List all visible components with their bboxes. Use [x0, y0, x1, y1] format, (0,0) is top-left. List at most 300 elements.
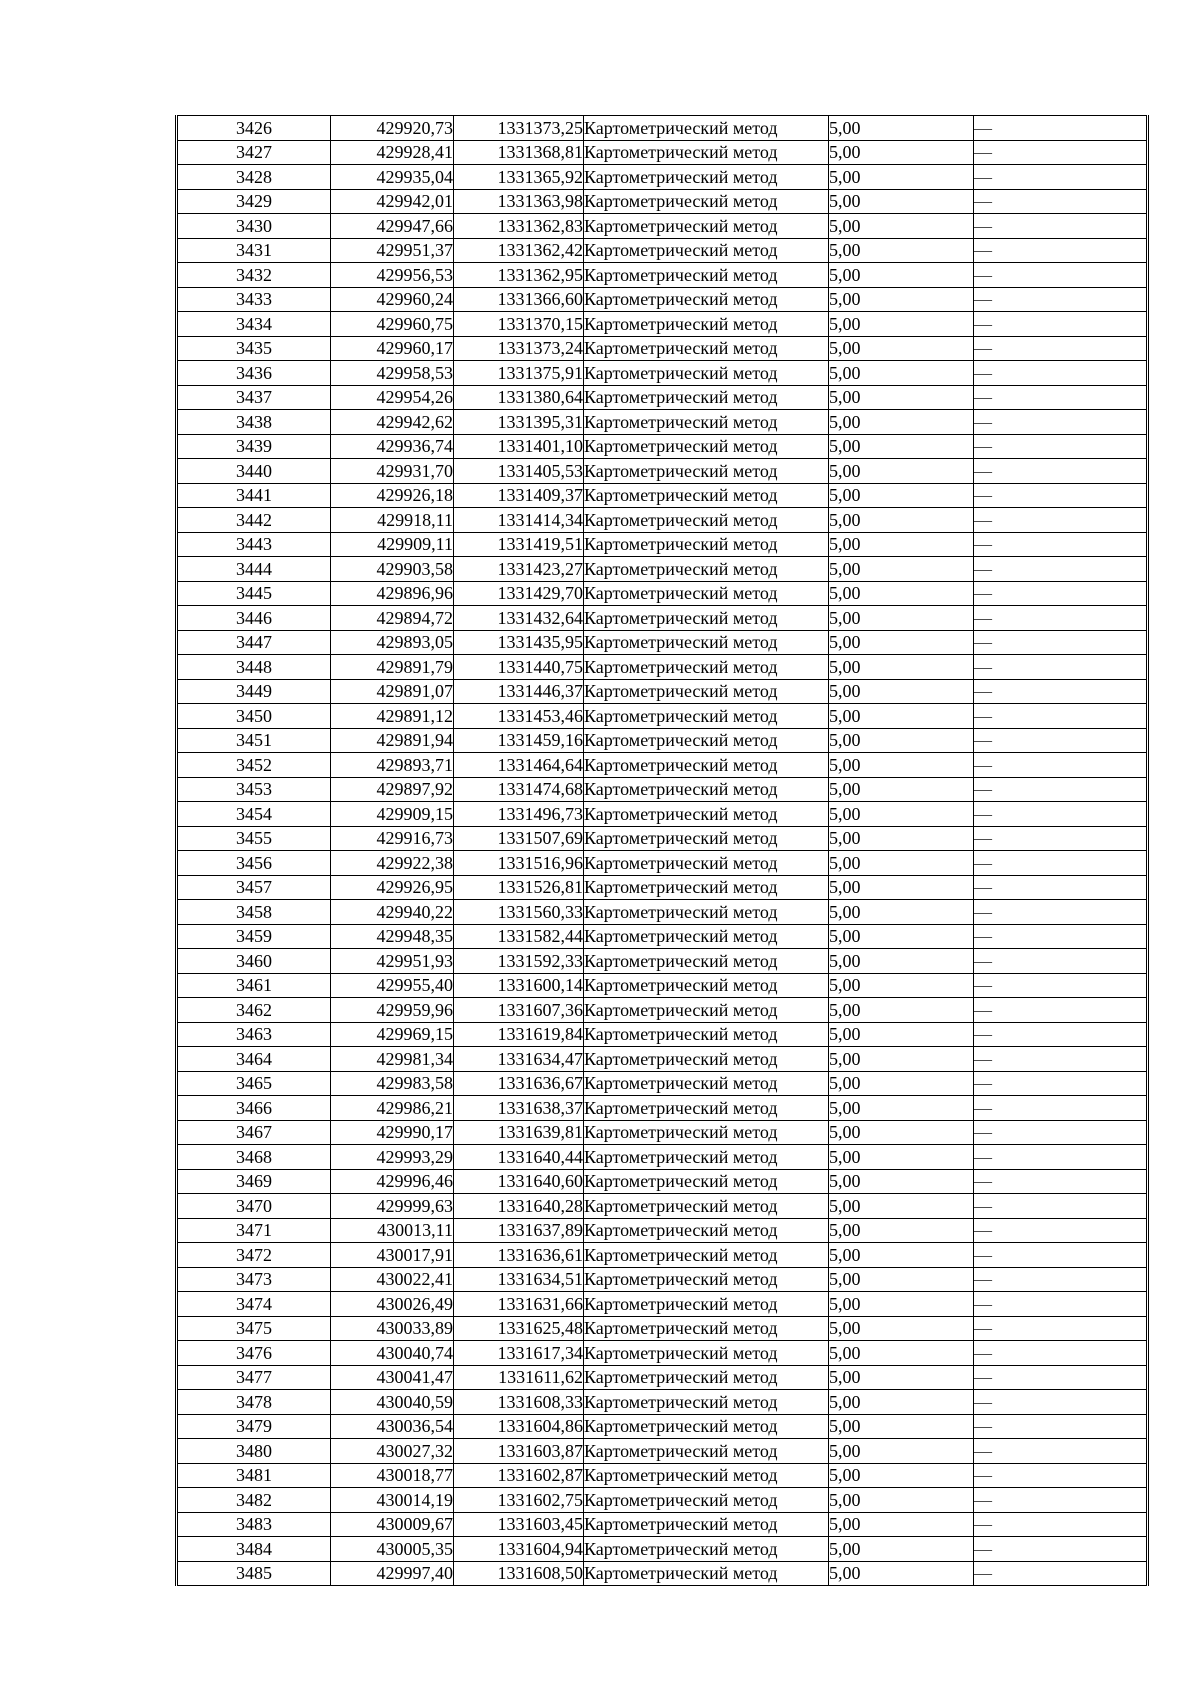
y-coordinate-cell: 1331405,53: [454, 459, 584, 484]
accuracy-cell: 5,00: [829, 140, 974, 165]
point-number-cell: 3447: [177, 630, 331, 655]
y-coordinate-cell: 1331395,31: [454, 410, 584, 435]
y-coordinate-cell: 1331600,14: [454, 973, 584, 998]
point-number-cell: 3473: [177, 1267, 331, 1292]
y-coordinate-cell: 1331637,89: [454, 1218, 584, 1243]
table-row: [177, 287, 1148, 312]
y-coordinate-cell: 1331429,70: [454, 581, 584, 606]
y-coordinate-cell: 1331607,36: [454, 998, 584, 1023]
accuracy-cell: 5,00: [829, 900, 974, 925]
accuracy-cell: 5,00: [829, 165, 974, 190]
method-cell: Картометрический метод: [584, 1365, 829, 1390]
method-cell: Картометрический метод: [584, 1071, 829, 1096]
method-cell: Картометрический метод: [584, 630, 829, 655]
y-coordinate-cell: 1331453,46: [454, 704, 584, 729]
y-coordinate-cell: 1331634,51: [454, 1267, 584, 1292]
y-coordinate-cell: 1331602,75: [454, 1488, 584, 1513]
method-cell: Картометрический метод: [584, 165, 829, 190]
point-number-cell: 3449: [177, 679, 331, 704]
note-cell: —: [974, 385, 1148, 410]
method-cell: Картометрический метод: [584, 1047, 829, 1072]
note-cell: —: [974, 189, 1148, 214]
accuracy-cell: 5,00: [829, 287, 974, 312]
method-cell: Картометрический метод: [584, 214, 829, 239]
note-cell: —: [974, 826, 1148, 851]
note-cell: —: [974, 753, 1148, 778]
x-coordinate-cell: 429893,05: [331, 630, 454, 655]
method-cell: Картометрический метод: [584, 459, 829, 484]
y-coordinate-cell: 1331560,33: [454, 900, 584, 925]
accuracy-cell: 5,00: [829, 826, 974, 851]
method-cell: Картометрический метод: [584, 385, 829, 410]
x-coordinate-cell: 429931,70: [331, 459, 454, 484]
x-coordinate-cell: 430018,77: [331, 1463, 454, 1488]
accuracy-cell: 5,00: [829, 1341, 974, 1366]
table-row: [177, 1169, 1148, 1194]
point-number-cell: 3462: [177, 998, 331, 1023]
point-number-cell: 3470: [177, 1194, 331, 1219]
table-row: [177, 1292, 1148, 1317]
accuracy-cell: 5,00: [829, 1145, 974, 1170]
method-cell: Картометрический метод: [584, 581, 829, 606]
accuracy-cell: 5,00: [829, 434, 974, 459]
point-number-cell: 3444: [177, 557, 331, 582]
accuracy-cell: 5,00: [829, 116, 974, 141]
accuracy-cell: 5,00: [829, 851, 974, 876]
table-row: [177, 1365, 1148, 1390]
point-number-cell: 3483: [177, 1512, 331, 1537]
y-coordinate-cell: 1331634,47: [454, 1047, 584, 1072]
note-cell: —: [974, 851, 1148, 876]
table-row: [177, 679, 1148, 704]
point-number-cell: 3466: [177, 1096, 331, 1121]
point-number-cell: 3453: [177, 777, 331, 802]
point-number-cell: 3467: [177, 1120, 331, 1145]
note-cell: —: [974, 410, 1148, 435]
note-cell: —: [974, 312, 1148, 337]
accuracy-cell: 5,00: [829, 1218, 974, 1243]
document-page: [175, 115, 1146, 1586]
table-row: [177, 1463, 1148, 1488]
note-cell: —: [974, 140, 1148, 165]
point-number-cell: 3441: [177, 483, 331, 508]
table-row: [177, 1267, 1148, 1292]
method-cell: Картометрический метод: [584, 1169, 829, 1194]
x-coordinate-cell: 430026,49: [331, 1292, 454, 1317]
point-number-cell: 3477: [177, 1365, 331, 1390]
note-cell: —: [974, 459, 1148, 484]
table-row: [177, 924, 1148, 949]
y-coordinate-cell: 1331603,87: [454, 1439, 584, 1464]
table-row: [177, 802, 1148, 827]
accuracy-cell: 5,00: [829, 1390, 974, 1415]
accuracy-cell: 5,00: [829, 777, 974, 802]
accuracy-cell: 5,00: [829, 949, 974, 974]
table-row: [177, 1488, 1148, 1513]
method-cell: Картометрический метод: [584, 1243, 829, 1268]
point-number-cell: 3464: [177, 1047, 331, 1072]
accuracy-cell: 5,00: [829, 973, 974, 998]
accuracy-cell: 5,00: [829, 630, 974, 655]
table-row: [177, 459, 1148, 484]
table-row: [177, 826, 1148, 851]
y-coordinate-cell: 1331608,33: [454, 1390, 584, 1415]
table-row: [177, 1022, 1148, 1047]
x-coordinate-cell: 429942,62: [331, 410, 454, 435]
y-coordinate-cell: 1331373,25: [454, 116, 584, 141]
x-coordinate-cell: 429960,17: [331, 336, 454, 361]
method-cell: Картометрический метод: [584, 753, 829, 778]
note-cell: —: [974, 508, 1148, 533]
y-coordinate-cell: 1331432,64: [454, 606, 584, 631]
table-row: [177, 1316, 1148, 1341]
y-coordinate-cell: 1331631,66: [454, 1292, 584, 1317]
table-row: [177, 753, 1148, 778]
table-row: [177, 434, 1148, 459]
table-row: [177, 532, 1148, 557]
y-coordinate-cell: 1331625,48: [454, 1316, 584, 1341]
y-coordinate-cell: 1331435,95: [454, 630, 584, 655]
y-coordinate-cell: 1331366,60: [454, 287, 584, 312]
method-cell: Картометрический метод: [584, 1512, 829, 1537]
table-row: [177, 238, 1148, 263]
x-coordinate-cell: 429896,96: [331, 581, 454, 606]
x-coordinate-cell: 429990,17: [331, 1120, 454, 1145]
table-row: [177, 263, 1148, 288]
method-cell: Картометрический метод: [584, 851, 829, 876]
x-coordinate-cell: 429947,66: [331, 214, 454, 239]
y-coordinate-cell: 1331640,60: [454, 1169, 584, 1194]
note-cell: —: [974, 287, 1148, 312]
table-row: [177, 1243, 1148, 1268]
accuracy-cell: 5,00: [829, 263, 974, 288]
accuracy-cell: 5,00: [829, 1537, 974, 1562]
point-number-cell: 3429: [177, 189, 331, 214]
x-coordinate-cell: 430036,54: [331, 1414, 454, 1439]
point-number-cell: 3436: [177, 361, 331, 386]
point-number-cell: 3426: [177, 116, 331, 141]
note-cell: —: [974, 949, 1148, 974]
point-number-cell: 3465: [177, 1071, 331, 1096]
accuracy-cell: 5,00: [829, 361, 974, 386]
point-number-cell: 3485: [177, 1561, 331, 1586]
note-cell: —: [974, 655, 1148, 680]
y-coordinate-cell: 1331380,64: [454, 385, 584, 410]
note-cell: —: [974, 728, 1148, 753]
y-coordinate-cell: 1331611,62: [454, 1365, 584, 1390]
table-row: [177, 508, 1148, 533]
note-cell: —: [974, 557, 1148, 582]
x-coordinate-cell: 429891,12: [331, 704, 454, 729]
x-coordinate-cell: 429959,96: [331, 998, 454, 1023]
note-cell: —: [974, 777, 1148, 802]
note-cell: —: [974, 581, 1148, 606]
y-coordinate-cell: 1331617,34: [454, 1341, 584, 1366]
method-cell: Картометрический метод: [584, 532, 829, 557]
table-row: [177, 581, 1148, 606]
y-coordinate-cell: 1331640,28: [454, 1194, 584, 1219]
y-coordinate-cell: 1331464,64: [454, 753, 584, 778]
x-coordinate-cell: 429993,29: [331, 1145, 454, 1170]
point-number-cell: 3439: [177, 434, 331, 459]
x-coordinate-cell: 429909,15: [331, 802, 454, 827]
note-cell: —: [974, 336, 1148, 361]
note-cell: —: [974, 1488, 1148, 1513]
accuracy-cell: 5,00: [829, 802, 974, 827]
method-cell: Картометрический метод: [584, 728, 829, 753]
point-number-cell: 3455: [177, 826, 331, 851]
method-cell: Картометрический метод: [584, 1292, 829, 1317]
point-number-cell: 3478: [177, 1390, 331, 1415]
y-coordinate-cell: 1331459,16: [454, 728, 584, 753]
table-row: [177, 557, 1148, 582]
method-cell: Картометрический метод: [584, 263, 829, 288]
point-number-cell: 3442: [177, 508, 331, 533]
table-row: [177, 1561, 1148, 1586]
x-coordinate-cell: 429940,22: [331, 900, 454, 925]
method-cell: Картометрический метод: [584, 802, 829, 827]
note-cell: —: [974, 1169, 1148, 1194]
table-row: [177, 189, 1148, 214]
method-cell: Картометрический метод: [584, 189, 829, 214]
y-coordinate-cell: 1331474,68: [454, 777, 584, 802]
method-cell: Картометрический метод: [584, 434, 829, 459]
accuracy-cell: 5,00: [829, 1169, 974, 1194]
y-coordinate-cell: 1331639,81: [454, 1120, 584, 1145]
method-cell: Картометрический метод: [584, 312, 829, 337]
table-row: [177, 1071, 1148, 1096]
point-number-cell: 3479: [177, 1414, 331, 1439]
note-cell: —: [974, 1120, 1148, 1145]
table-row: [177, 1120, 1148, 1145]
table-row: [177, 875, 1148, 900]
point-number-cell: 3434: [177, 312, 331, 337]
note-cell: —: [974, 1512, 1148, 1537]
y-coordinate-cell: 1331602,87: [454, 1463, 584, 1488]
note-cell: —: [974, 802, 1148, 827]
x-coordinate-cell: 429928,41: [331, 140, 454, 165]
x-coordinate-cell: 429960,75: [331, 312, 454, 337]
accuracy-cell: 5,00: [829, 1463, 974, 1488]
coordinates-table: [175, 115, 1149, 1586]
table-row: [177, 1047, 1148, 1072]
y-coordinate-cell: 1331604,94: [454, 1537, 584, 1562]
method-cell: Картометрический метод: [584, 1120, 829, 1145]
y-coordinate-cell: 1331370,15: [454, 312, 584, 337]
point-number-cell: 3482: [177, 1488, 331, 1513]
point-number-cell: 3432: [177, 263, 331, 288]
table-row: [177, 1194, 1148, 1219]
accuracy-cell: 5,00: [829, 1414, 974, 1439]
method-cell: Картометрический метод: [584, 287, 829, 312]
accuracy-cell: 5,00: [829, 1120, 974, 1145]
note-cell: —: [974, 1414, 1148, 1439]
x-coordinate-cell: 429935,04: [331, 165, 454, 190]
x-coordinate-cell: 429926,95: [331, 875, 454, 900]
method-cell: Картометрический метод: [584, 1439, 829, 1464]
x-coordinate-cell: 429958,53: [331, 361, 454, 386]
table-row: [177, 1512, 1148, 1537]
x-coordinate-cell: 429893,71: [331, 753, 454, 778]
x-coordinate-cell: 430033,89: [331, 1316, 454, 1341]
point-number-cell: 3480: [177, 1439, 331, 1464]
accuracy-cell: 5,00: [829, 410, 974, 435]
table-row: [177, 140, 1148, 165]
note-cell: —: [974, 434, 1148, 459]
y-coordinate-cell: 1331362,83: [454, 214, 584, 239]
x-coordinate-cell: 429999,63: [331, 1194, 454, 1219]
accuracy-cell: 5,00: [829, 1512, 974, 1537]
point-number-cell: 3460: [177, 949, 331, 974]
y-coordinate-cell: 1331363,98: [454, 189, 584, 214]
accuracy-cell: 5,00: [829, 508, 974, 533]
y-coordinate-cell: 1331640,44: [454, 1145, 584, 1170]
table-row: [177, 900, 1148, 925]
x-coordinate-cell: 429936,74: [331, 434, 454, 459]
accuracy-cell: 5,00: [829, 532, 974, 557]
note-cell: —: [974, 1243, 1148, 1268]
table-row: [177, 410, 1148, 435]
x-coordinate-cell: 429981,34: [331, 1047, 454, 1072]
x-coordinate-cell: 430040,59: [331, 1390, 454, 1415]
point-number-cell: 3468: [177, 1145, 331, 1170]
table-row: [177, 973, 1148, 998]
x-coordinate-cell: 429948,35: [331, 924, 454, 949]
accuracy-cell: 5,00: [829, 1292, 974, 1317]
point-number-cell: 3481: [177, 1463, 331, 1488]
note-cell: —: [974, 1537, 1148, 1562]
x-coordinate-cell: 429918,11: [331, 508, 454, 533]
x-coordinate-cell: 429956,53: [331, 263, 454, 288]
method-cell: Картометрический метод: [584, 1561, 829, 1586]
point-number-cell: 3484: [177, 1537, 331, 1562]
note-cell: —: [974, 1047, 1148, 1072]
accuracy-cell: 5,00: [829, 1561, 974, 1586]
point-number-cell: 3428: [177, 165, 331, 190]
coordinates-table-body: [177, 116, 1148, 1586]
point-number-cell: 3433: [177, 287, 331, 312]
x-coordinate-cell: 429922,38: [331, 851, 454, 876]
point-number-cell: 3472: [177, 1243, 331, 1268]
y-coordinate-cell: 1331638,37: [454, 1096, 584, 1121]
point-number-cell: 3452: [177, 753, 331, 778]
table-row: [177, 998, 1148, 1023]
method-cell: Картометрический метод: [584, 924, 829, 949]
x-coordinate-cell: 430017,91: [331, 1243, 454, 1268]
method-cell: Картометрический метод: [584, 557, 829, 582]
y-coordinate-cell: 1331526,81: [454, 875, 584, 900]
note-cell: —: [974, 875, 1148, 900]
table-row: [177, 361, 1148, 386]
note-cell: —: [974, 1390, 1148, 1415]
table-row: [177, 312, 1148, 337]
accuracy-cell: 5,00: [829, 924, 974, 949]
note-cell: —: [974, 1292, 1148, 1317]
y-coordinate-cell: 1331619,84: [454, 1022, 584, 1047]
accuracy-cell: 5,00: [829, 1267, 974, 1292]
x-coordinate-cell: 429920,73: [331, 116, 454, 141]
x-coordinate-cell: 429983,58: [331, 1071, 454, 1096]
note-cell: —: [974, 704, 1148, 729]
table-row: [177, 1218, 1148, 1243]
note-cell: —: [974, 1022, 1148, 1047]
note-cell: —: [974, 998, 1148, 1023]
point-number-cell: 3463: [177, 1022, 331, 1047]
y-coordinate-cell: 1331603,45: [454, 1512, 584, 1537]
accuracy-cell: 5,00: [829, 483, 974, 508]
y-coordinate-cell: 1331362,95: [454, 263, 584, 288]
note-cell: —: [974, 483, 1148, 508]
y-coordinate-cell: 1331375,91: [454, 361, 584, 386]
accuracy-cell: 5,00: [829, 1022, 974, 1047]
accuracy-cell: 5,00: [829, 214, 974, 239]
y-coordinate-cell: 1331401,10: [454, 434, 584, 459]
point-number-cell: 3469: [177, 1169, 331, 1194]
table-row: [177, 336, 1148, 361]
note-cell: —: [974, 1194, 1148, 1219]
x-coordinate-cell: 429909,11: [331, 532, 454, 557]
point-number-cell: 3450: [177, 704, 331, 729]
note-cell: —: [974, 679, 1148, 704]
method-cell: Картометрический метод: [584, 1096, 829, 1121]
x-coordinate-cell: 429951,93: [331, 949, 454, 974]
table-row: [177, 214, 1148, 239]
x-coordinate-cell: 429960,24: [331, 287, 454, 312]
y-coordinate-cell: 1331496,73: [454, 802, 584, 827]
table-row: [177, 606, 1148, 631]
point-number-cell: 3471: [177, 1218, 331, 1243]
note-cell: —: [974, 1096, 1148, 1121]
accuracy-cell: 5,00: [829, 728, 974, 753]
x-coordinate-cell: 430027,32: [331, 1439, 454, 1464]
y-coordinate-cell: 1331419,51: [454, 532, 584, 557]
x-coordinate-cell: 429916,73: [331, 826, 454, 851]
note-cell: —: [974, 973, 1148, 998]
table-row: [177, 116, 1148, 141]
accuracy-cell: 5,00: [829, 385, 974, 410]
method-cell: Картометрический метод: [584, 875, 829, 900]
accuracy-cell: 5,00: [829, 1047, 974, 1072]
method-cell: Картометрический метод: [584, 1218, 829, 1243]
point-number-cell: 3438: [177, 410, 331, 435]
x-coordinate-cell: 429997,40: [331, 1561, 454, 1586]
note-cell: —: [974, 1071, 1148, 1096]
accuracy-cell: 5,00: [829, 581, 974, 606]
point-number-cell: 3445: [177, 581, 331, 606]
x-coordinate-cell: 429969,15: [331, 1022, 454, 1047]
point-number-cell: 3457: [177, 875, 331, 900]
method-cell: Картометрический метод: [584, 606, 829, 631]
note-cell: —: [974, 1561, 1148, 1586]
x-coordinate-cell: 429954,26: [331, 385, 454, 410]
table-row: [177, 1439, 1148, 1464]
y-coordinate-cell: 1331604,86: [454, 1414, 584, 1439]
x-coordinate-cell: 430040,74: [331, 1341, 454, 1366]
accuracy-cell: 5,00: [829, 189, 974, 214]
x-coordinate-cell: 430013,11: [331, 1218, 454, 1243]
note-cell: —: [974, 238, 1148, 263]
note-cell: —: [974, 532, 1148, 557]
method-cell: Картометрический метод: [584, 1145, 829, 1170]
method-cell: Картометрический метод: [584, 1488, 829, 1513]
note-cell: —: [974, 1267, 1148, 1292]
x-coordinate-cell: 430022,41: [331, 1267, 454, 1292]
method-cell: Картометрический метод: [584, 655, 829, 680]
accuracy-cell: 5,00: [829, 459, 974, 484]
point-number-cell: 3446: [177, 606, 331, 631]
accuracy-cell: 5,00: [829, 753, 974, 778]
point-number-cell: 3431: [177, 238, 331, 263]
